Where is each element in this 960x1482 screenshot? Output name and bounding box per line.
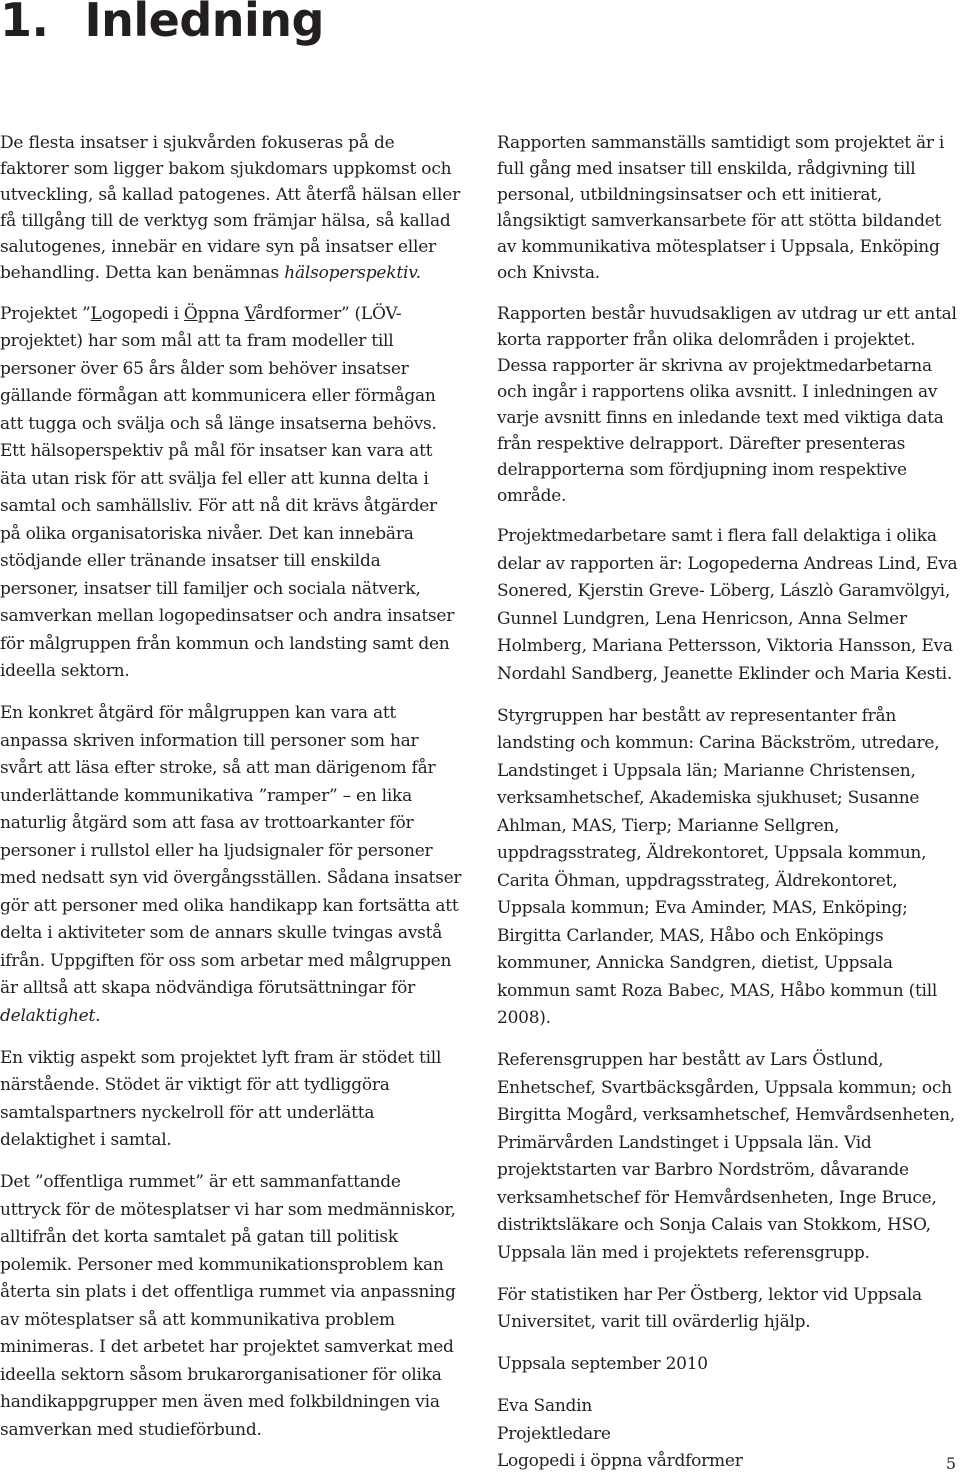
- acronym-letter-l: L: [90, 303, 102, 324]
- intro-paragraph: [0, 130, 462, 286]
- date-line: Uppsala september 2010: [497, 1354, 708, 1374]
- page-number: 5: [945, 1454, 956, 1473]
- chapter-heading: [0, 0, 324, 46]
- right-column: [497, 130, 959, 1476]
- signature-block: [497, 1393, 959, 1476]
- intro-emphasis: hälsoperspektiv.: [284, 263, 421, 283]
- measures-paragraph: [0, 700, 462, 1030]
- project-text-a: Projektet ”: [0, 303, 91, 324]
- measures-emphasis: delaktighet: [0, 1005, 96, 1026]
- statistics-paragraph: För statistiken har Per Östberg, lektor vid Uppsala Universitet, varit till ovärderlig hjälp.: [497, 1284, 922, 1332]
- project-text-b: ogopedi i: [101, 303, 184, 324]
- public-space-paragraph: Det ”offentliga rummet” är ett sammanfattande uttryck för de mötesplatser vi har som medmänniskor, alltifrån det korta samtalet på gatan till politisk polemik. Personer med kommunikationsproblem kan återta sin plats i det offentliga rummet via anpassning av mötesplatser så att kommunikativa problem minimeras. I det arbetet har projektet samverkat med ideella sektorn såsom brukarorganisationer för olika handikappgrupper men även med folkbildningen via samverkan med studieförbund.: [0, 1172, 456, 1440]
- report-status-paragraph: Rapporten sammanställs samtidigt som projektet är i full gång med insatser till enskilda, rådgivning till personal, utbildningsinsatser och ett initierat, långsiktigt samverkansarbete för att stötta bildandet av kommunikativa mötesplatser i Uppsala, Enköping och Knivsta.: [497, 133, 945, 283]
- signature-name: Eva Sandin: [497, 1396, 593, 1416]
- intro-text: De flesta insatser i sjukvården fokuseras på de faktorer som ligger bakom sjukdomars uppkomst och utveckling, så kallad patogenes. Att återfå hälsan eller få tillgång till de verktyg som främjar hälsa, så kallad salutogenes, innebär en vidare syn på insatser eller behandling. Detta kan benämnas: [0, 133, 461, 283]
- support-paragraph: En viktig aspekt som projektet lyft fram är stödet till närstående. Stödet är viktigt för att tydliggöra samtalspartners nyckelroll för att underlätta delaktighet i samtal.: [0, 1047, 442, 1150]
- left-column: [0, 130, 462, 1459]
- project-text-d: årdformer” (LÖV-projektet) har som mål att ta fram modeller till personer över 65 års ålder som behöver insatser gällande förmågan att kommunicera eller förmågan att tugga och svälja och så länge insatserna behövs. Ett hälsoperspektiv på mål för insatser kan vara att äta utan risk för att svälja fel eller att kunna delta i samtal och samhällsliv. För att nå dit krävs åtgärder på olika organisatoriska nivåer. Det kan innebära stödjande eller tränande insatser till enskilda personer, insatser till familjer och sociala nätverk, samverkan mellan logopedinsatser och andra insatser för målgruppen från kommun och landsting samt den ideella sektorn.: [0, 303, 455, 681]
- chapter-number: 1.: [0, 0, 49, 47]
- chapter-title: Inledning: [84, 0, 324, 47]
- report-structure-paragraph: Rapporten består huvudsakligen av utdrag ur ett antal korta rapporter från olika delområden i projektet. Dessa rapporter är skrivna av projektmedarbetarna och ingår i rapportens olika avsnitt. I inledningen av varje avsnitt finns en inledande text med viktiga data från respektive delrapport. Därefter presenteras delrapporterna som fördjupning inom respektive område.: [497, 303, 957, 506]
- acronym-letter-v: V: [244, 303, 256, 324]
- staff-paragraph: Projektmedarbetare samt i flera fall delaktiga i olika delar av rapporten är: Logopederna Andreas Lind, Eva Sonered, Kjerstin Greve- Löberg, Lászlò Garamvölgyi, Gunnel Lundgren, Lena Henricson, Anna Selmer Holmberg, Mariana Pettersson, Viktoria Hansson, Eva Nordahl Sandberg, Jeanette Eklinder och Maria Kesti.: [497, 526, 958, 684]
- steering-group-paragraph: Styrgruppen har bestått av representanter från landsting och kommun: Carina Bäckström, utredare, Landstinget i Uppsala län; Marianne Christensen, verksamhetschef, Akademiska sjukhuset; Susanne Ahlman, MAS, Tierp; Marianne Sellgren, uppdragsstrateg, Äldrekontoret, Uppsala kommun, Carita Öhman, uppdragsstrateg, Äldrekontoret, Uppsala kommun; Eva Aminder, MAS, Enköping; Birgitta Carlander, MAS, Håbo och Enköpings kommuner, Annicka Sandgren, dietist, Uppsala kommun samt Roza Babec, MAS, Håbo kommun (till 2008).: [497, 705, 940, 1028]
- signature-role: Projektledare: [497, 1423, 611, 1444]
- acronym-letter-o: Ö: [183, 303, 198, 324]
- signature-organization: Logopedi i öppna vårdformer: [497, 1451, 743, 1471]
- project-text-c: ppna: [197, 303, 245, 324]
- measures-text: En konkret åtgärd för målgruppen kan vara att anpassa skriven information till personer som har svårt att läsa efter stroke, så att man därigenom får underlättande kommunikativa ”ramper” – en lika naturlig åtgärd som att fasa av trottoarkanter för personer i rullstol eller ha ljudsignaler för personer med nedsatt syn vid övergångsställen. Sådana insatser gör att personer med olika handikapp kan fortsätta att delta i aktiviteter som de annars skulle tvingas avstå ifrån. Uppgiften för oss som arbetar med målgruppen är alltså att skapa nödvändiga förutsättningar för: [0, 703, 462, 998]
- reference-group-paragraph: Referensgruppen har bestått av Lars Östlund, Enhetschef, Svartbäcksgården, Uppsala kommun; och Birgitta Mogård, verksamhetschef, Hemvårdsenheten, Primärvården Landstinget i Uppsala län. Vid projektstarten var Barbro Nordström, dåvarande verksamhetschef för Hemvårdsenheten, Inge Bruce, distriktsläkare och Sonja Calais van Stokkom, HSO, Uppsala län med i projektets referensgrupp.: [497, 1050, 955, 1263]
- project-paragraph: [0, 301, 462, 686]
- measures-end: .: [95, 1005, 101, 1026]
